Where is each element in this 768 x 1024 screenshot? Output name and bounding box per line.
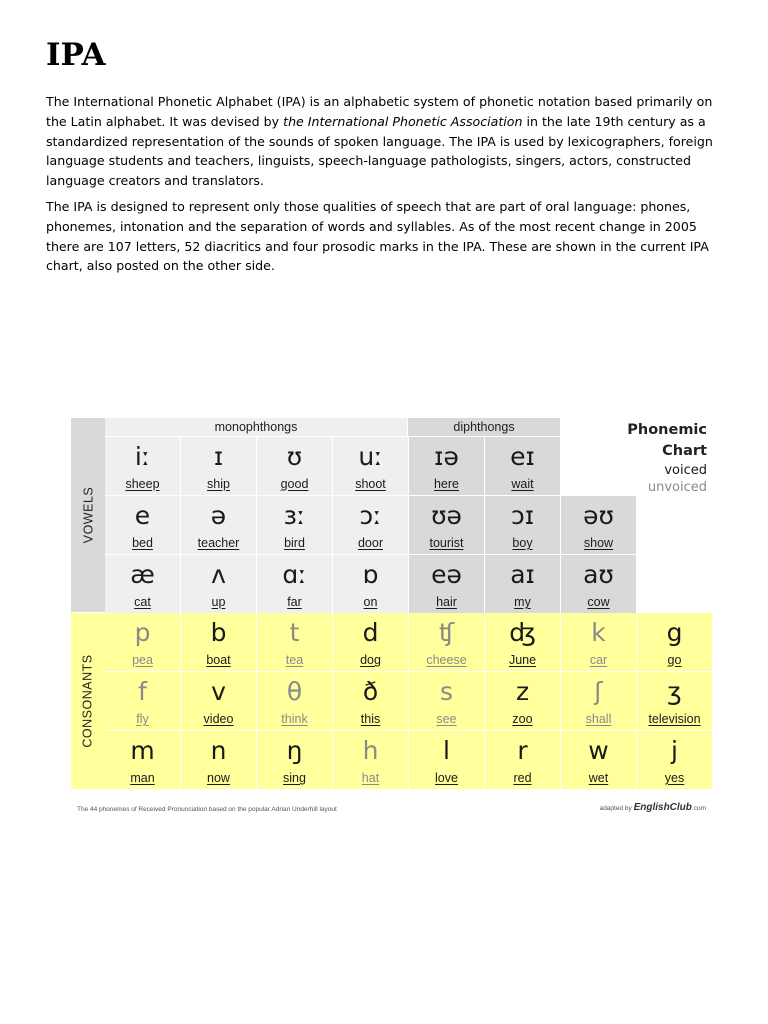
example-word: up bbox=[211, 595, 226, 609]
example-word-wrap bbox=[181, 477, 256, 491]
diphthongs-header: diphthongs bbox=[408, 418, 561, 437]
phoneme-symbol: θ bbox=[286, 677, 303, 706]
example-word-wrap bbox=[637, 771, 712, 785]
phoneme-symbol: v bbox=[211, 677, 226, 706]
phoneme-cell bbox=[257, 731, 333, 790]
example-word: cheese bbox=[426, 653, 467, 667]
phoneme-symbol: ə bbox=[210, 501, 227, 530]
phoneme-symbol: ʊ bbox=[286, 442, 303, 471]
example-word-wrap bbox=[485, 595, 560, 609]
example-word-wrap bbox=[105, 536, 180, 550]
example-word-wrap bbox=[409, 595, 484, 609]
example-word-wrap bbox=[333, 536, 408, 550]
monophthongs-header: monophthongs bbox=[105, 418, 408, 437]
example-word: tourist bbox=[429, 536, 464, 550]
example-word-wrap bbox=[333, 771, 408, 785]
phoneme-symbol: ŋ bbox=[286, 736, 303, 765]
phoneme-cell bbox=[409, 613, 485, 672]
example-word: far bbox=[287, 595, 302, 609]
example-word-wrap bbox=[105, 477, 180, 491]
example-word-wrap bbox=[105, 712, 180, 726]
example-word: red bbox=[513, 771, 532, 785]
phoneme-symbol: g bbox=[666, 618, 683, 647]
example-word-wrap bbox=[333, 595, 408, 609]
phoneme-symbol: t bbox=[289, 618, 300, 647]
example-word-wrap bbox=[181, 653, 256, 667]
phoneme-cell bbox=[181, 613, 257, 672]
example-word: television bbox=[648, 712, 701, 726]
phoneme-cell bbox=[561, 613, 637, 672]
phoneme-symbol: j bbox=[671, 736, 678, 765]
phoneme-symbol: ʤ bbox=[509, 618, 536, 647]
vowels-label bbox=[71, 418, 105, 613]
example-word-wrap bbox=[561, 771, 636, 785]
phoneme-symbol: k bbox=[591, 618, 606, 647]
phoneme-cell bbox=[561, 555, 637, 614]
example-word: car bbox=[589, 653, 608, 667]
example-word: pea bbox=[132, 653, 153, 667]
example-word: show bbox=[583, 536, 614, 550]
example-word-wrap bbox=[181, 595, 256, 609]
phoneme-symbol: ɪ bbox=[213, 442, 224, 471]
example-word-wrap bbox=[257, 595, 332, 609]
phoneme-symbol: p bbox=[134, 618, 151, 647]
example-word-wrap bbox=[257, 536, 332, 550]
intro-text-start: The International Phonetic Alphabet (IPA) is an alphabetic system of phonetic notation based primarily on the Latin alphabet. It was devised by bbox=[46, 94, 713, 129]
example-word: sheep bbox=[125, 477, 160, 491]
phoneme-symbol: əʊ bbox=[583, 501, 614, 530]
example-word: yes bbox=[664, 771, 685, 785]
example-word-wrap bbox=[257, 477, 332, 491]
example-word: boat bbox=[206, 653, 231, 667]
phoneme-symbol: ʒ bbox=[667, 677, 682, 706]
phoneme-symbol: ɔɪ bbox=[510, 501, 535, 530]
example-word-wrap bbox=[485, 653, 560, 667]
example-word: go bbox=[667, 653, 682, 667]
example-word-wrap bbox=[257, 653, 332, 667]
phoneme-cell bbox=[105, 496, 181, 555]
example-word: good bbox=[280, 477, 309, 491]
example-word-wrap bbox=[485, 712, 560, 726]
example-word: tea bbox=[285, 653, 304, 667]
phoneme-symbol: iː bbox=[134, 442, 151, 471]
phoneme-cell bbox=[409, 731, 485, 790]
example-word-wrap bbox=[409, 536, 484, 550]
phoneme-symbol: m bbox=[130, 736, 155, 765]
phoneme-cell bbox=[333, 555, 409, 614]
phoneme-symbol: ʃ bbox=[594, 677, 603, 706]
phoneme-cell bbox=[257, 496, 333, 555]
example-word-wrap bbox=[409, 712, 484, 726]
phoneme-cell bbox=[181, 496, 257, 555]
example-word: June bbox=[508, 653, 537, 667]
phoneme-cell bbox=[181, 437, 257, 496]
example-word-wrap bbox=[485, 477, 560, 491]
phoneme-cell bbox=[561, 496, 637, 555]
phoneme-cell bbox=[409, 555, 485, 614]
example-word: teacher bbox=[197, 536, 240, 550]
phoneme-symbol: e bbox=[134, 501, 151, 530]
phoneme-cell bbox=[485, 555, 561, 614]
phoneme-cell bbox=[637, 672, 713, 731]
phoneme-cell bbox=[257, 672, 333, 731]
phoneme-cell bbox=[257, 613, 333, 672]
phoneme-symbol: aʊ bbox=[583, 560, 614, 589]
phoneme-symbol: ɜː bbox=[283, 501, 306, 530]
example-word: hat bbox=[361, 771, 380, 785]
example-word: sing bbox=[283, 771, 306, 785]
example-word-wrap bbox=[181, 712, 256, 726]
example-word-wrap bbox=[257, 771, 332, 785]
example-word-wrap bbox=[561, 595, 636, 609]
example-word-wrap bbox=[105, 771, 180, 785]
consonants-label bbox=[71, 613, 105, 790]
example-word: dog bbox=[360, 653, 381, 667]
example-word: fly bbox=[136, 712, 149, 726]
phoneme-cell bbox=[181, 555, 257, 614]
phoneme-cell bbox=[105, 437, 181, 496]
example-word: here bbox=[433, 477, 460, 491]
example-word: now bbox=[207, 771, 230, 785]
phoneme-symbol: aɪ bbox=[510, 560, 535, 589]
example-word: video bbox=[203, 712, 234, 726]
phoneme-symbol: æ bbox=[130, 560, 155, 589]
phoneme-cell bbox=[333, 496, 409, 555]
example-word: bed bbox=[132, 536, 153, 550]
chart-credit bbox=[600, 802, 706, 813]
example-word-wrap bbox=[409, 771, 484, 785]
phoneme-symbol: b bbox=[210, 618, 227, 647]
example-word-wrap bbox=[333, 477, 408, 491]
example-word-wrap bbox=[333, 712, 408, 726]
phoneme-cell bbox=[485, 496, 561, 555]
phoneme-cell bbox=[485, 731, 561, 790]
phoneme-symbol: n bbox=[210, 736, 227, 765]
example-word: love bbox=[435, 771, 458, 785]
example-word: man bbox=[130, 771, 155, 785]
example-word: door bbox=[357, 536, 384, 550]
phoneme-symbol: ɔː bbox=[359, 501, 382, 530]
credit-suffix: .com bbox=[691, 805, 706, 812]
phoneme-cell bbox=[485, 437, 561, 496]
phoneme-symbol: w bbox=[588, 736, 609, 765]
credit-brand: EnglishClub bbox=[633, 802, 692, 813]
example-word: think bbox=[281, 712, 308, 726]
intro-paragraph bbox=[46, 92, 722, 191]
chart-caption: The 44 phonemes of Received Pronunciation based on the popular Adrian Underhill layout bbox=[77, 806, 337, 813]
example-word-wrap bbox=[485, 771, 560, 785]
phoneme-symbol: ð bbox=[362, 677, 379, 706]
phoneme-cell bbox=[637, 613, 713, 672]
phoneme-symbol: ʊə bbox=[431, 501, 462, 530]
association-name: the International Phonetic Association bbox=[283, 113, 523, 129]
example-word-wrap bbox=[409, 653, 484, 667]
phoneme-cell bbox=[181, 731, 257, 790]
phoneme-symbol: eə bbox=[431, 560, 462, 589]
example-word-wrap bbox=[105, 653, 180, 667]
phoneme-cell bbox=[105, 613, 181, 672]
example-word: zoo bbox=[512, 712, 533, 726]
example-word: bird bbox=[284, 536, 305, 550]
phoneme-symbol: eɪ bbox=[510, 442, 535, 471]
example-word: hair bbox=[436, 595, 457, 609]
phoneme-cell bbox=[409, 496, 485, 555]
example-word-wrap bbox=[105, 595, 180, 609]
example-word-wrap bbox=[181, 536, 256, 550]
phoneme-symbol: h bbox=[362, 736, 379, 765]
phoneme-symbol: s bbox=[439, 677, 454, 706]
example-word: wet bbox=[588, 771, 609, 785]
example-word: on bbox=[363, 595, 378, 609]
example-word: my bbox=[514, 595, 531, 609]
phoneme-symbol: z bbox=[515, 677, 530, 706]
example-word-wrap bbox=[561, 712, 636, 726]
phoneme-cell bbox=[485, 613, 561, 672]
phoneme-symbol: ɪə bbox=[434, 442, 459, 471]
example-word: shoot bbox=[355, 477, 386, 491]
legend-title-line2: Chart bbox=[662, 443, 707, 459]
example-word: cat bbox=[134, 595, 151, 609]
example-word: wait bbox=[511, 477, 534, 491]
example-word: this bbox=[360, 712, 381, 726]
legend-unvoiced: unvoiced bbox=[647, 480, 707, 495]
scope-paragraph: The IPA is designed to represent only those qualities of speech that are part of oral language: phones, phonemes, intonation and the separation of words and syllables. As of the most recent change in 2005 there are 107 letters, 52 diacritics and four prosodic marks in the IPA. These are shown in the current IPA chart, also posted on the other side. bbox=[46, 199, 709, 274]
phoneme-cell bbox=[409, 672, 485, 731]
phoneme-cell bbox=[561, 672, 637, 731]
phoneme-cell bbox=[561, 731, 637, 790]
phoneme-symbol: ʧ bbox=[438, 618, 455, 647]
phoneme-symbol: d bbox=[362, 618, 379, 647]
legend-voiced: voiced bbox=[664, 463, 707, 478]
phoneme-cell bbox=[333, 731, 409, 790]
example-word-wrap bbox=[257, 712, 332, 726]
phoneme-cell bbox=[105, 672, 181, 731]
phoneme-symbol: ʌ bbox=[211, 560, 226, 589]
phoneme-cell bbox=[257, 437, 333, 496]
example-word-wrap bbox=[637, 653, 712, 667]
example-word-wrap bbox=[181, 771, 256, 785]
credit-prefix: adapted by bbox=[599, 805, 632, 812]
phoneme-cell bbox=[409, 437, 485, 496]
chart-legend bbox=[627, 420, 707, 496]
phoneme-cell bbox=[333, 437, 409, 496]
phoneme-symbol: r bbox=[517, 736, 528, 765]
phoneme-symbol: l bbox=[443, 736, 450, 765]
phoneme-symbol: f bbox=[138, 677, 147, 706]
phoneme-cell bbox=[333, 672, 409, 731]
phoneme-cell bbox=[105, 555, 181, 614]
example-word-wrap bbox=[485, 536, 560, 550]
legend-title-line1: Phonemic bbox=[627, 422, 707, 438]
intro-text-end: in the late 19th century as a standardized representation of the sounds of spoken language. The IPA is used by lexicographers, foreign language students and teachers, linguists, speech-language pathologists, singers, actors, constructed language creators and translators. bbox=[46, 113, 713, 189]
example-word-wrap bbox=[561, 536, 636, 550]
example-word: shall bbox=[585, 712, 612, 726]
example-word: see bbox=[436, 712, 457, 726]
example-word: ship bbox=[207, 477, 230, 491]
vowels-label-text: VOWELS bbox=[81, 486, 95, 544]
example-word-wrap bbox=[333, 653, 408, 667]
example-word: boy bbox=[512, 536, 533, 550]
phoneme-symbol: ɒ bbox=[362, 560, 379, 589]
phoneme-cell bbox=[181, 672, 257, 731]
phoneme-cell bbox=[105, 731, 181, 790]
example-word-wrap bbox=[409, 477, 484, 491]
consonants-label-text: CONSONANTS bbox=[81, 654, 96, 748]
phoneme-cell bbox=[485, 672, 561, 731]
example-word: cow bbox=[587, 595, 610, 609]
phoneme-cell bbox=[333, 613, 409, 672]
phonemic-chart bbox=[71, 418, 715, 790]
phoneme-cell bbox=[637, 731, 713, 790]
phoneme-cell bbox=[257, 555, 333, 614]
phoneme-symbol: uː bbox=[358, 442, 383, 471]
page-title: IPA bbox=[46, 37, 106, 73]
example-word-wrap bbox=[561, 653, 636, 667]
phoneme-symbol: ɑː bbox=[282, 560, 307, 589]
example-word-wrap bbox=[637, 712, 712, 726]
